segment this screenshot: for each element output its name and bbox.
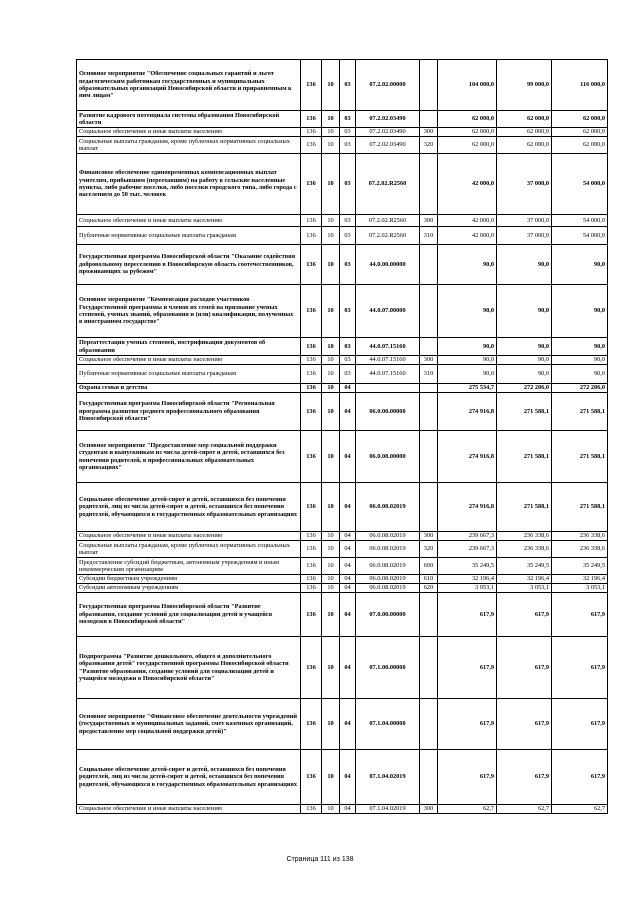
row-grbs: 136 bbox=[301, 384, 322, 393]
row-subsection: 04 bbox=[340, 483, 356, 532]
table-row bbox=[77, 338, 608, 356]
row-grbs: 136 bbox=[301, 558, 322, 575]
row-expense-type bbox=[420, 483, 438, 532]
row-subsection: 03 bbox=[340, 154, 356, 215]
row-expense-type bbox=[420, 593, 438, 637]
row-amount-3: 62 000,0 bbox=[552, 111, 608, 128]
row-amount-3: 272 206,0 bbox=[552, 384, 608, 393]
row-section: 10 bbox=[322, 483, 340, 532]
row-name: Субсидии автономным учреждениям bbox=[77, 584, 301, 593]
row-target-article bbox=[356, 384, 420, 393]
row-grbs: 136 bbox=[301, 541, 322, 558]
row-section: 10 bbox=[322, 154, 340, 215]
row-expense-type: 300 bbox=[420, 805, 438, 814]
row-target-article: 06.0.08.02019 bbox=[356, 575, 420, 584]
row-section: 10 bbox=[322, 137, 340, 154]
row-amount-2: 62 000,0 bbox=[497, 137, 552, 154]
row-amount-2: 37 000,0 bbox=[497, 215, 552, 227]
row-amount-3: 90,0 bbox=[552, 285, 608, 338]
row-grbs: 136 bbox=[301, 393, 322, 431]
row-target-article: 44.0.00.00000 bbox=[356, 245, 420, 285]
row-grbs: 136 bbox=[301, 215, 322, 227]
row-amount-1: 617,9 bbox=[438, 750, 497, 805]
row-section: 10 bbox=[322, 584, 340, 593]
row-amount-3: 271 588,1 bbox=[552, 393, 608, 431]
row-name: Социальное обеспечение и иные выплаты населению bbox=[77, 532, 301, 541]
table-row bbox=[77, 365, 608, 384]
row-subsection: 04 bbox=[340, 637, 356, 699]
row-subsection: 03 bbox=[340, 365, 356, 384]
row-grbs: 136 bbox=[301, 483, 322, 532]
row-subsection: 04 bbox=[340, 699, 356, 750]
row-expense-type bbox=[420, 60, 438, 111]
row-amount-3: 35 249,5 bbox=[552, 558, 608, 575]
row-target-article: 44.0.07.15160 bbox=[356, 365, 420, 384]
row-name: Социальное обеспечение и иные выплаты населению bbox=[77, 356, 301, 365]
row-amount-2: 37 000,0 bbox=[497, 227, 552, 245]
row-amount-3: 54 000,0 bbox=[552, 215, 608, 227]
row-grbs: 136 bbox=[301, 750, 322, 805]
row-expense-type bbox=[420, 285, 438, 338]
row-amount-2: 271 588,1 bbox=[497, 431, 552, 483]
row-amount-1: 3 053,1 bbox=[438, 584, 497, 593]
row-section: 10 bbox=[322, 245, 340, 285]
row-grbs: 136 bbox=[301, 584, 322, 593]
row-target-article: 06.0.08.02019 bbox=[356, 584, 420, 593]
row-amount-3: 90,0 bbox=[552, 365, 608, 384]
table-row bbox=[77, 356, 608, 365]
table-row bbox=[77, 637, 608, 699]
table-row bbox=[77, 384, 608, 393]
row-amount-2: 236 338,6 bbox=[497, 532, 552, 541]
row-target-article: 07.2.02.R2560 bbox=[356, 154, 420, 215]
row-target-article: 44.0.07.15160 bbox=[356, 338, 420, 356]
row-name: Основное мероприятие "Обеспечение социальных гарантий и льгот педагогическим работникам государственных и муниципальных образовательных организаций Новосибирской области и приравненным к ним лицам" bbox=[77, 60, 301, 111]
row-grbs: 136 bbox=[301, 128, 322, 137]
row-expense-type bbox=[420, 699, 438, 750]
budget-table bbox=[76, 59, 608, 814]
row-expense-type: 300 bbox=[420, 128, 438, 137]
row-amount-3: 271 588,1 bbox=[552, 431, 608, 483]
row-target-article: 07.1.04.00000 bbox=[356, 699, 420, 750]
row-amount-1: 239 667,3 bbox=[438, 541, 497, 558]
row-expense-type bbox=[420, 750, 438, 805]
row-section: 10 bbox=[322, 356, 340, 365]
row-section: 10 bbox=[322, 558, 340, 575]
row-expense-type: 320 bbox=[420, 541, 438, 558]
row-amount-1: 90,0 bbox=[438, 245, 497, 285]
row-amount-2: 617,9 bbox=[497, 593, 552, 637]
row-amount-2: 617,9 bbox=[497, 637, 552, 699]
row-amount-1: 42 000,0 bbox=[438, 227, 497, 245]
row-target-article: 07.0.00.00000 bbox=[356, 593, 420, 637]
row-expense-type bbox=[420, 384, 438, 393]
row-subsection: 04 bbox=[340, 805, 356, 814]
row-amount-2: 35 249,5 bbox=[497, 558, 552, 575]
row-amount-3: 3 053,1 bbox=[552, 584, 608, 593]
row-amount-2: 90,0 bbox=[497, 338, 552, 356]
row-amount-1: 104 000,0 bbox=[438, 60, 497, 111]
row-expense-type bbox=[420, 431, 438, 483]
row-target-article: 06.0.08.00000 bbox=[356, 431, 420, 483]
row-section: 10 bbox=[322, 128, 340, 137]
row-amount-1: 90,0 bbox=[438, 365, 497, 384]
row-grbs: 136 bbox=[301, 111, 322, 128]
table-row bbox=[77, 483, 608, 532]
row-amount-3: 116 000,0 bbox=[552, 60, 608, 111]
row-expense-type: 300 bbox=[420, 215, 438, 227]
row-subsection: 04 bbox=[340, 575, 356, 584]
table-row bbox=[77, 750, 608, 805]
row-target-article: 06.0.08.02019 bbox=[356, 541, 420, 558]
row-name: Социальное обеспечение детей-сирот и детей, оставшихся без попечения родителей, лиц из числа детей-сирот и детей, оставшихся без попечения родителей, обучающихся в государственных образовательных организациях bbox=[77, 483, 301, 532]
row-amount-1: 32 196,4 bbox=[438, 575, 497, 584]
row-amount-1: 617,9 bbox=[438, 637, 497, 699]
row-amount-2: 3 053,1 bbox=[497, 584, 552, 593]
row-amount-2: 90,0 bbox=[497, 245, 552, 285]
row-section: 10 bbox=[322, 805, 340, 814]
row-amount-3: 617,9 bbox=[552, 637, 608, 699]
table-row bbox=[77, 575, 608, 584]
row-amount-3: 32 196,4 bbox=[552, 575, 608, 584]
row-amount-3: 271 588,1 bbox=[552, 483, 608, 532]
row-section: 10 bbox=[322, 338, 340, 356]
row-subsection: 04 bbox=[340, 584, 356, 593]
table-row bbox=[77, 541, 608, 558]
table-row bbox=[77, 137, 608, 154]
row-amount-1: 274 916,8 bbox=[438, 393, 497, 431]
row-name: Публичные нормативные социальные выплаты гражданам bbox=[77, 227, 301, 245]
row-subsection: 03 bbox=[340, 215, 356, 227]
row-amount-1: 42 000,0 bbox=[438, 215, 497, 227]
row-amount-2: 62,7 bbox=[497, 805, 552, 814]
row-name: Переаттестация ученых степеней, нострификация документов об образовании bbox=[77, 338, 301, 356]
page-footer: Страница 111 из 138 bbox=[286, 856, 354, 863]
row-section: 10 bbox=[322, 227, 340, 245]
row-expense-type: 300 bbox=[420, 532, 438, 541]
row-target-article: 07.2.02.03490 bbox=[356, 111, 420, 128]
row-amount-2: 617,9 bbox=[497, 699, 552, 750]
row-amount-2: 272 206,0 bbox=[497, 384, 552, 393]
row-expense-type: 600 bbox=[420, 558, 438, 575]
table-row bbox=[77, 532, 608, 541]
row-subsection: 04 bbox=[340, 431, 356, 483]
row-grbs: 136 bbox=[301, 532, 322, 541]
row-subsection: 03 bbox=[340, 128, 356, 137]
row-grbs: 136 bbox=[301, 60, 322, 111]
row-amount-1: 42 000,0 bbox=[438, 154, 497, 215]
row-amount-1: 617,9 bbox=[438, 699, 497, 750]
row-section: 10 bbox=[322, 699, 340, 750]
row-subsection: 04 bbox=[340, 393, 356, 431]
table-row bbox=[77, 593, 608, 637]
row-name: Социальное обеспечение и иные выплаты населению bbox=[77, 805, 301, 814]
row-grbs: 136 bbox=[301, 356, 322, 365]
row-amount-1: 62 000,0 bbox=[438, 137, 497, 154]
row-subsection: 04 bbox=[340, 593, 356, 637]
row-name: Социальное обеспечение и иные выплаты населению bbox=[77, 128, 301, 137]
row-target-article: 07.1.04.02019 bbox=[356, 805, 420, 814]
table-row bbox=[77, 154, 608, 215]
table-row bbox=[77, 699, 608, 750]
row-expense-type bbox=[420, 637, 438, 699]
row-name: Государственная программа Новосибирской области "Оказание содействия добровольному переселению в Новосибирскую область соотечественников, проживающих за рубежом" bbox=[77, 245, 301, 285]
row-amount-1: 62,7 bbox=[438, 805, 497, 814]
row-amount-3: 62,7 bbox=[552, 805, 608, 814]
row-name: Субсидии бюджетным учреждениям bbox=[77, 575, 301, 584]
table-row bbox=[77, 393, 608, 431]
row-amount-1: 62 000,0 bbox=[438, 128, 497, 137]
row-amount-3: 236 338,6 bbox=[552, 532, 608, 541]
row-name: Подпрограмма "Развитие дошкольного, общего и дополнительного образования детей" государственной программы Новосибирской области "Развитие образования, создание условий для социализации детей и учащейся молодежи в Новосибирской области" bbox=[77, 637, 301, 699]
row-subsection: 03 bbox=[340, 111, 356, 128]
row-section: 10 bbox=[322, 541, 340, 558]
row-amount-3: 62 000,0 bbox=[552, 128, 608, 137]
row-name: Социальные выплаты гражданам, кроме публичных нормативных социальных выплат bbox=[77, 541, 301, 558]
row-amount-2: 236 338,6 bbox=[497, 541, 552, 558]
budget-table-body bbox=[77, 60, 608, 814]
row-grbs: 136 bbox=[301, 227, 322, 245]
row-section: 10 bbox=[322, 593, 340, 637]
table-row bbox=[77, 584, 608, 593]
row-amount-3: 62 000,0 bbox=[552, 137, 608, 154]
row-amount-3: 54 000,0 bbox=[552, 154, 608, 215]
row-subsection: 04 bbox=[340, 532, 356, 541]
row-amount-3: 617,9 bbox=[552, 750, 608, 805]
row-amount-1: 275 534,7 bbox=[438, 384, 497, 393]
row-target-article: 44.0.07.15160 bbox=[356, 356, 420, 365]
row-name: Основное мероприятие "Компенсация расходов участников Государственной программы и членов их семей на признание ученых степеней, ученых званий, образования и (или) квалификации, полученных в иностранном государстве" bbox=[77, 285, 301, 338]
row-amount-2: 617,9 bbox=[497, 750, 552, 805]
row-subsection: 03 bbox=[340, 60, 356, 111]
row-name: Предоставление субсидий бюджетным, автономным учреждениям и иным некоммерческим организациям bbox=[77, 558, 301, 575]
table-row bbox=[77, 128, 608, 137]
row-target-article: 06.0.08.02019 bbox=[356, 532, 420, 541]
row-name: Социальное обеспечение детей-сирот и детей, оставшихся без попечения родителей, лиц из числа детей-сирот и детей, оставшихся без попечения родителей, обучающихся в государственных образовательных организациях bbox=[77, 750, 301, 805]
row-amount-1: 35 249,5 bbox=[438, 558, 497, 575]
table-row bbox=[77, 285, 608, 338]
row-section: 10 bbox=[322, 393, 340, 431]
row-grbs: 136 bbox=[301, 338, 322, 356]
row-amount-2: 90,0 bbox=[497, 365, 552, 384]
table-row bbox=[77, 558, 608, 575]
row-grbs: 136 bbox=[301, 245, 322, 285]
row-amount-1: 90,0 bbox=[438, 338, 497, 356]
row-grbs: 136 bbox=[301, 805, 322, 814]
row-target-article: 07.2.02.R2560 bbox=[356, 215, 420, 227]
row-subsection: 03 bbox=[340, 285, 356, 338]
row-subsection: 03 bbox=[340, 356, 356, 365]
row-amount-1: 274 916,8 bbox=[438, 431, 497, 483]
row-amount-2: 37 000,0 bbox=[497, 154, 552, 215]
row-grbs: 136 bbox=[301, 285, 322, 338]
row-expense-type: 300 bbox=[420, 356, 438, 365]
row-name: Социальное обеспечение и иные выплаты населению bbox=[77, 215, 301, 227]
row-subsection: 04 bbox=[340, 750, 356, 805]
row-grbs: 136 bbox=[301, 137, 322, 154]
row-target-article: 06.0.08.02019 bbox=[356, 483, 420, 532]
row-grbs: 136 bbox=[301, 637, 322, 699]
row-target-article: 07.1.00.00000 bbox=[356, 637, 420, 699]
row-expense-type: 320 bbox=[420, 137, 438, 154]
row-amount-2: 62 000,0 bbox=[497, 128, 552, 137]
row-name: Публичные нормативные социальные выплаты гражданам bbox=[77, 365, 301, 384]
row-name: Государственная программа Новосибирской области "Развитие образования, создание условий для социализации детей и учащейся молодежи в Новосибирской области" bbox=[77, 593, 301, 637]
row-amount-2: 90,0 bbox=[497, 285, 552, 338]
row-section: 10 bbox=[322, 60, 340, 111]
row-amount-3: 236 338,6 bbox=[552, 541, 608, 558]
row-expense-type bbox=[420, 154, 438, 215]
row-target-article: 07.2.02.R2560 bbox=[356, 227, 420, 245]
table-row bbox=[77, 245, 608, 285]
row-subsection: 03 bbox=[340, 227, 356, 245]
row-amount-3: 617,9 bbox=[552, 593, 608, 637]
table-row bbox=[77, 215, 608, 227]
row-grbs: 136 bbox=[301, 154, 322, 215]
row-target-article: 44.0.07.00000 bbox=[356, 285, 420, 338]
row-amount-1: 90,0 bbox=[438, 285, 497, 338]
row-section: 10 bbox=[322, 285, 340, 338]
row-subsection: 04 bbox=[340, 384, 356, 393]
row-subsection: 04 bbox=[340, 541, 356, 558]
row-expense-type: 310 bbox=[420, 227, 438, 245]
row-amount-2: 271 588,1 bbox=[497, 483, 552, 532]
row-name: Государственная программа Новосибирской области "Региональная программа развития среднего профессионального образования Новосибирской области" bbox=[77, 393, 301, 431]
row-name: Финансовое обеспечение единовременных компенсационных выплат учителям, прибывшим (переехавшим) на работу в сельские населенные пункты, либо рабочие поселки, либо поселки городского типа, либо города с населением до 50 тыс. человек bbox=[77, 154, 301, 215]
table-row bbox=[77, 60, 608, 111]
row-section: 10 bbox=[322, 365, 340, 384]
row-amount-1: 617,9 bbox=[438, 593, 497, 637]
table-row bbox=[77, 227, 608, 245]
row-expense-type: 610 bbox=[420, 575, 438, 584]
row-expense-type bbox=[420, 245, 438, 285]
row-expense-type bbox=[420, 393, 438, 431]
row-section: 10 bbox=[322, 431, 340, 483]
row-name: Охрана семьи и детства bbox=[77, 384, 301, 393]
row-target-article: 07.1.04.02019 bbox=[356, 750, 420, 805]
row-amount-1: 62 000,0 bbox=[438, 111, 497, 128]
row-grbs: 136 bbox=[301, 575, 322, 584]
row-amount-1: 274 916,8 bbox=[438, 483, 497, 532]
row-target-article: 06.0.00.00000 bbox=[356, 393, 420, 431]
row-amount-2: 99 000,0 bbox=[497, 60, 552, 111]
row-target-article: 06.0.08.02019 bbox=[356, 558, 420, 575]
row-section: 10 bbox=[322, 111, 340, 128]
row-amount-3: 90,0 bbox=[552, 245, 608, 285]
row-grbs: 136 bbox=[301, 699, 322, 750]
row-subsection: 03 bbox=[340, 137, 356, 154]
row-section: 10 bbox=[322, 637, 340, 699]
row-expense-type bbox=[420, 338, 438, 356]
row-target-article: 07.2.02.00000 bbox=[356, 60, 420, 111]
row-name: Основное мероприятие "Предоставление мер социальной поддержки студентам и выпускникам из числа детей-сирот и детей, оставшихся без попечения родителей, в профессиональных образовательных организациях" bbox=[77, 431, 301, 483]
table-row bbox=[77, 805, 608, 814]
row-expense-type: 620 bbox=[420, 584, 438, 593]
row-amount-1: 239 667,3 bbox=[438, 532, 497, 541]
row-target-article: 07.2.02.03490 bbox=[356, 128, 420, 137]
row-section: 10 bbox=[322, 750, 340, 805]
row-section: 10 bbox=[322, 532, 340, 541]
row-amount-3: 90,0 bbox=[552, 356, 608, 365]
row-amount-2: 271 588,1 bbox=[497, 393, 552, 431]
row-name: Основное мероприятие "Финансовое обеспечение деятельности учреждений (государственных и муниципальных заданий, смет казенных организаций, предоставление мер социальной поддержки детей)" bbox=[77, 699, 301, 750]
table-row bbox=[77, 431, 608, 483]
budget-table-sheet bbox=[76, 59, 607, 814]
row-amount-3: 617,9 bbox=[552, 699, 608, 750]
row-name: Развитие кадрового потенциала системы образования Новосибирской области bbox=[77, 111, 301, 128]
row-subsection: 03 bbox=[340, 338, 356, 356]
row-amount-2: 90,0 bbox=[497, 356, 552, 365]
row-subsection: 03 bbox=[340, 245, 356, 285]
table-row bbox=[77, 111, 608, 128]
row-expense-type bbox=[420, 111, 438, 128]
row-subsection: 04 bbox=[340, 558, 356, 575]
row-section: 10 bbox=[322, 384, 340, 393]
row-expense-type: 310 bbox=[420, 365, 438, 384]
row-name: Социальные выплаты гражданам, кроме публичных нормативных социальных выплат bbox=[77, 137, 301, 154]
row-grbs: 136 bbox=[301, 365, 322, 384]
row-amount-3: 54 000,0 bbox=[552, 227, 608, 245]
row-grbs: 136 bbox=[301, 593, 322, 637]
row-grbs: 136 bbox=[301, 431, 322, 483]
row-amount-2: 32 196,4 bbox=[497, 575, 552, 584]
row-amount-1: 90,0 bbox=[438, 356, 497, 365]
row-section: 10 bbox=[322, 575, 340, 584]
row-amount-2: 62 000,0 bbox=[497, 111, 552, 128]
row-target-article: 07.2.02.03490 bbox=[356, 137, 420, 154]
row-section: 10 bbox=[322, 215, 340, 227]
row-amount-3: 90,0 bbox=[552, 338, 608, 356]
